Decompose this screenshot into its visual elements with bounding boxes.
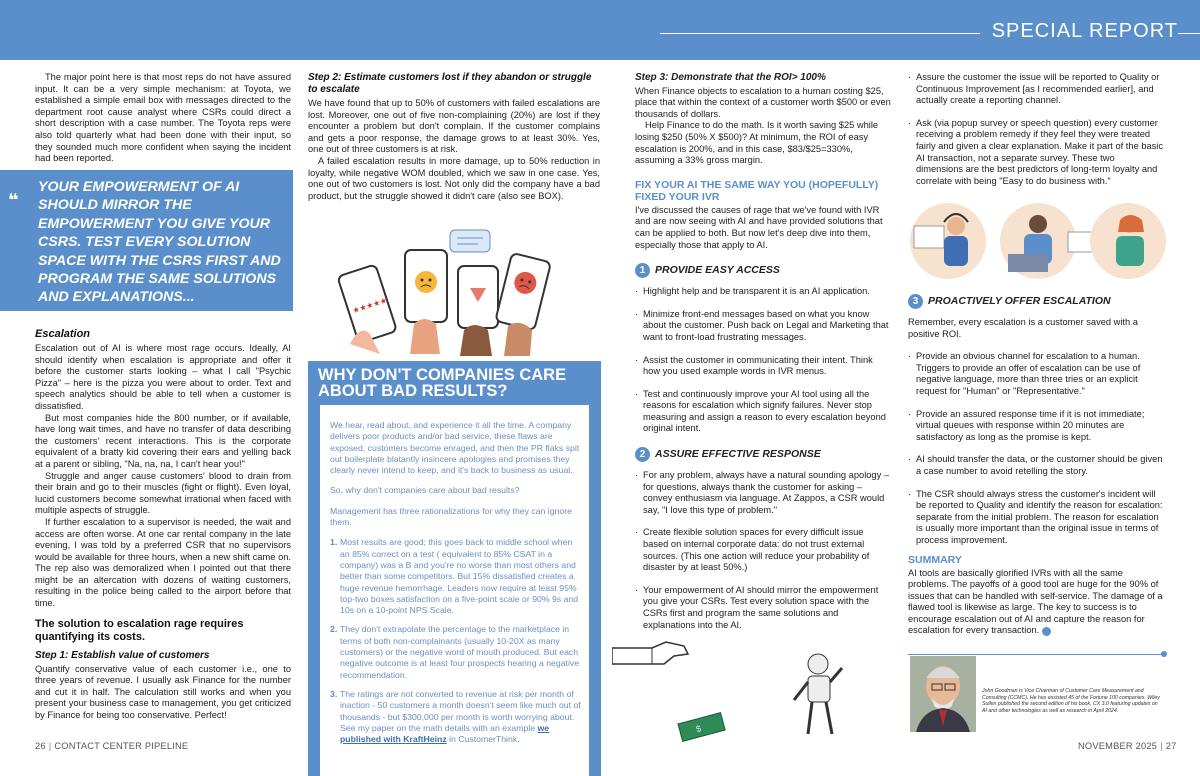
list-item: · The CSR should always stress the customer's incident will be reported to Quality and identify the reason for escalation: separate from the initial problem. The reason for escalation is usually more important than the original issue in terms of process improvement. [908, 489, 1164, 547]
sidebar-heading: WHY DON'T COMPANIES CARE ABOUT BAD RESULTS? [318, 366, 567, 400]
step2-para-1: We have found that up to 50% of customers with failed escalations are lost. Moreover, one out of five non-complaining (20%) are lost if they encounter a problem but don't complain. If the customer complains and gets a poor response, the damage grows to at least 30%. Yes, one out of three customers is at risk. [308, 98, 600, 155]
pull-quote-text: YOUR EMPOWERMENT OF AI SHOULD MIRROR THE EMPOWERMENT YOU GIVE YOUR CSRS. TEST EVERY SOLUTION SPACE WITH THE CSRS FIRST AND PROGRAM THE SAME SOLUTIONS AND EXPLANATIONS... [38, 179, 281, 306]
sidebar-list [330, 537, 584, 745]
svg-text:$: $ [694, 723, 703, 735]
summary-divider [908, 654, 1164, 655]
item-text: Most results are good; this goes back to middle school when an 85% correct on a test ( equivalent to 85% CSAT in a company) was a B and you're no worse than most others and better than some competitors. But 15% dissatisfied creates a huge revenue hemorrhage. Leaders now require at least 95% top-two boxes satisfaction on a five-point scale or 90% 9s and 10s on a 10-point NPS Scale. [340, 537, 579, 616]
page-number-left: 26 [35, 741, 46, 751]
publication-name: CONTACT CENTER PIPELINE [54, 741, 189, 751]
section-label: ASSURE EFFECTIVE RESPONSE [655, 447, 821, 460]
step1-heading: Step 1: Establish value of customers [35, 649, 210, 661]
sidebar-item [330, 537, 584, 616]
item-tail: in CustomerThink. [446, 734, 520, 745]
robot-hand-illustration [612, 628, 892, 748]
step1-text: Quantify conservative value of each customer i.e., one to three years of revenue. I usually ask Finance for the number and cut it in half. The calculation still works and when you present your business case to management, you get criticized by Finance for being too conservative. Perfect! [35, 663, 291, 721]
section-1-list [635, 286, 891, 435]
sidebar-item [330, 624, 584, 680]
list-item: · Test and continuously improve your AI tool using all the reasons for escalation which signify failures. Never stop measuring and assign a reason to every escalation beyond original intent. [635, 389, 891, 435]
footer-right: NOVEMBER 2025 | 27 [1078, 741, 1177, 751]
section-1-heading [635, 263, 891, 278]
escalation-para-3: Struggle and anger cause customers' blood to drain from their brain and go to their muscles (fight or flight). Even loyal, lucid customers become somewhat irrational when faced with multiple aspects of struggle. [35, 470, 291, 516]
summary-heading: SUMMARY [908, 553, 962, 566]
solution-heading: The solution to escalation rage requires quantifying its costs. [35, 617, 244, 643]
number-badge: 1 [635, 263, 650, 278]
fix-heading: FIX YOUR AI THE SAME WAY YOU (HOPEFULLY) FIXED YOUR IVR [635, 178, 879, 203]
agents-illustration [908, 196, 1168, 286]
left-column-top [35, 72, 291, 165]
list-item: · AI should transfer the data, or the customer should be given a case number to avoid retelling the story. [908, 454, 1164, 477]
step2-heading: Step 2: Estimate customers lost if they abandon or struggle to escalate [308, 72, 592, 95]
list-item: · Assist the customer in communicating their intent. Think how you used example words in IVR menus. [635, 355, 891, 378]
sidebar-question: So, why don't companies care about bad results? [330, 485, 520, 496]
number-badge: 3 [908, 294, 923, 309]
list-item: · Create flexible solution spaces for every difficult issue based on internal corporate data: do not trust external sources. (This one action will reduce your probability of disaster by at least 50%.) [635, 527, 891, 573]
middle-column [308, 72, 600, 202]
phones-illustration [330, 226, 570, 358]
pull-quote [0, 170, 293, 311]
section-title: SPECIAL REPORT [980, 20, 1178, 43]
header-band [0, 0, 1200, 60]
sidebar-rationalizations: Management has three rationalizations for why they can ignore them. [330, 505, 572, 528]
section-2-heading [635, 447, 891, 462]
list-item: · Minimize front-end messages based on what you know about the customer. Push back on Legal and Marketing that want to front-load frustrating messages. [635, 309, 891, 344]
step2-para-2: A failed escalation results in more damage, up to 50% reduction in loyalty, while negative WOM doubled, which we saw in one case. Yes, one out of two customers is lost. Not only did the company have a bad product, but the struggle showed it didn't care (also see BOX). [308, 155, 600, 201]
column-four-lower [908, 294, 1164, 637]
issue-date: NOVEMBER 2025 [1078, 741, 1158, 751]
list-item: · For any problem, always have a natural sounding apology – for questions, always thank the customer for asking – convey enthusiasm via language. At Zappos, a CSR would say, "I love this type of problem." [635, 470, 891, 516]
intro-paragraph: The major point here is that most reps do not have assured input. It can be a very simple mechanism: at Toyota, we established a simple email box with messages directed to the department root cause analyst where CSRs could direct a short description with a case number. The Toyota reps were also told quarterly what had been done with their input, so they sounded much more confident when saying the incident had been reported. [35, 72, 291, 164]
sidebar-text [330, 420, 584, 753]
sidebar-intro: We hear, read about, and experience it all the time. A company delivers poor products and/or bad service, these flaws are exposed, customers become enraged, and then the PR flaks spit out boilerplate blatantly insincere apologies and promises they clearly never intend to keep, and it's back to business as usual. [330, 420, 580, 476]
summary-body: AI tools are basically glorified IVRs with all the same problems. The payoffs of a good tool are huge for the 90% of issues that can be handled with self-service. The damage of a flawed tool is likewise as large. The key to success is to encourage escalation out of AI and capture the reason for escalation for every transaction. [908, 567, 1163, 636]
svg-text:★★★★★: ★★★★★ [351, 295, 389, 316]
section-label: PROACTIVELY OFFER ESCALATION [928, 294, 1111, 307]
section-2-list [635, 470, 891, 631]
list-item: · Assure the customer the issue will be reported to Quality or Continuous Improvement [as I recommended earlier], and actually create a reporting channel. [908, 72, 1164, 107]
escalation-heading: Escalation [35, 328, 91, 340]
step3-para-1: When Finance objects to escalation to a human costing $25, place that within the context of a customer worth $500 or even thousands of dollars. [635, 85, 891, 119]
item-text: They don't extrapolate the percentage to the marketplace in terms of both non-complainants (usually 10-20X as many customers) or the negative word of mouth produced. But each negative outcome is at least four prospects hearing a negative recommendation. [340, 624, 580, 680]
sidebar-item [330, 689, 584, 745]
col4-top-list [908, 72, 1164, 187]
item-number: 2. [330, 624, 338, 635]
column-three [635, 72, 891, 642]
page-number-right: 27 [1165, 741, 1177, 751]
list-item: · Your empowerment of AI should mirror the empowerment you give your CSRs. Test every solution space with the CSRs first and program the same solutions and explanations into the AI. [635, 585, 891, 631]
left-column-body [35, 320, 291, 722]
author-photo [910, 656, 976, 732]
list-item: · Ask (via popup survey or speech question) every customer receiving a problem remedy if they feel they were treated fairly and given a clear explanation. Make it part of the basic AI transaction, not a separate survey. These two dimensions are the best predictors of long-term loyalty and correlate with being "Easy to do business with." [908, 118, 1164, 188]
list-item: · Highlight help and be transparent it is an AI application. [635, 286, 891, 298]
step3-heading: Step 3: Demonstrate that the ROI> 100% [635, 72, 826, 83]
section-3-heading [908, 294, 1164, 309]
item-number: 1. [330, 537, 338, 548]
escalation-para-1: Escalation out of AI is where most rage occurs. Ideally, AI should identify when escalation is appropriate and offer it before the customer starts looking – what I call "Psychic Pizza" – here is the pizza you were about to order. Text and speech analytics should be able to tell when a customer is dissatisfied. [35, 343, 291, 411]
item-number: 3. [330, 688, 338, 699]
summary-text [908, 568, 1164, 638]
end-mark-icon [1042, 627, 1051, 636]
footer-left: 26 | CONTACT CENTER PIPELINE [35, 741, 189, 751]
krafthenz-link[interactable]: we published with KraftHeinz [340, 722, 550, 745]
section-3-list [908, 351, 1164, 546]
list-item: · Provide an assured response time if it is not immediate; virtual queues with response within 20 minutes are satisfactory as long as the promise is kept. [908, 409, 1164, 444]
step3-para-2: Help Finance to do the math. Is it worth saving $25 while losing $250 (50% X $500)? At minimum, the ROI of easy escalation is 200%, and in this case, $83/$25=330%, assuming a 33% gross margin. [635, 120, 879, 166]
divider-dot [1161, 651, 1167, 657]
section-3-intro: Remember, every escalation is a customer saved with a positive ROI. [908, 317, 1138, 339]
author-bio: John Goodman is Vice Chairman of Customer Care Measurement and Consulting (CCMC). He has assisted 45 of the Fortune 100 companies. Wiley Sullen published the second edition of his book, CX 3.0 featuring updates on AI and other technologies as well as research in April 2024. [982, 688, 1160, 714]
item-text: The ratings are not converted to revenue at risk per month of inaction - 50 customers a month doesn't seem like much out of thousands - but $300,000 per month is worth worrying about. See my paper on the math details with an example [340, 688, 581, 733]
escalation-para-2: But most companies hide the 800 number, or if available, have long wait times, and have no transfer of data describing the customers' recent interactions. This is the corporate equivalent of a bratty kid covering their ears and yelling back at a parent or sibling, "Na, na, na, I can't hear you!" [35, 412, 291, 469]
list-item: · Provide an obvious channel for escalation to a human. Triggers to provide an offer of escalation can be use of negative language, more than three tries or an explicit request for "Human" or "Representative." [908, 351, 1164, 397]
section-label: PROVIDE EASY ACCESS [655, 263, 780, 276]
fix-text: I've discussed the causes of rage that we've found with IVR and are now seeing with AI and have provided solutions that can be applied to both. But now let's deep dive into them, especially those that apply to AI. [635, 204, 883, 250]
escalation-para-4: If further escalation to a supervisor is needed, the wait and access are often worse. At one car rental company in the late evening, I was told by a preferred CSR that no supervisors would be available for three hours, when a new shift came on. The rep also was demoralized when I pointed out that there might be an altercation with dozens of waiting customers, resulting in the police being called to the airport before that time. [35, 516, 291, 609]
quote-icon: ❝ [8, 190, 19, 211]
column-four [908, 72, 1164, 198]
number-badge: 2 [635, 447, 650, 462]
